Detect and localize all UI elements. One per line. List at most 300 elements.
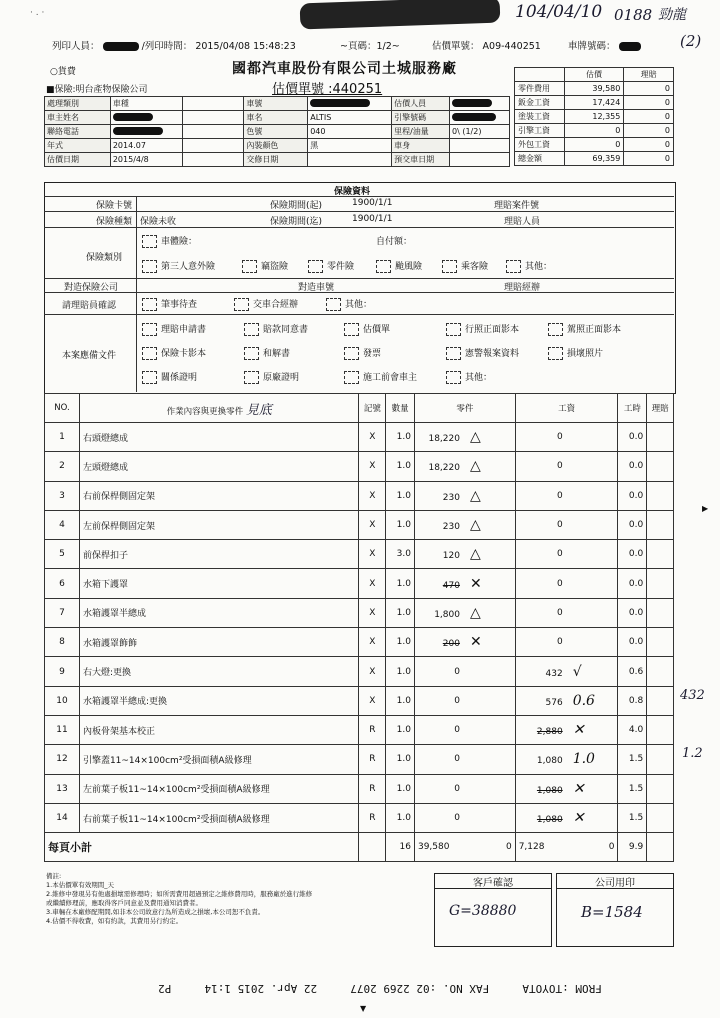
item-parts: [414, 803, 515, 832]
summary-estimate: 69,359: [564, 152, 624, 166]
checkbox[interactable]: [142, 323, 157, 336]
item-parts: [414, 686, 515, 715]
item-hours: 0.6: [618, 657, 647, 686]
opt-other2[interactable]: [326, 297, 372, 311]
summary-claim: 0: [624, 152, 674, 166]
opt-label: 其他：: [525, 262, 553, 272]
items-header-cell: NO.: [45, 394, 80, 423]
item-desc: 水箱護罩半總成:更換: [79, 686, 359, 715]
summary-label: 引擎工資: [515, 124, 565, 138]
item-parts-value: 0: [454, 813, 460, 823]
vehicle-cell: 估價日期: [45, 153, 111, 167]
opt-label: 損壞照片: [567, 349, 604, 359]
checkbox[interactable]: [344, 347, 359, 360]
item-claim: [647, 745, 674, 774]
vehicle-cell: 預交車日期: [392, 153, 450, 167]
checkbox[interactable]: [308, 260, 323, 273]
checkbox[interactable]: [142, 298, 157, 311]
item-hours: 0.0: [618, 452, 647, 481]
subtotal-labor: 7,128: [518, 842, 545, 853]
vehicle-cell: [182, 125, 244, 139]
item-no: 7: [45, 598, 80, 627]
item-parts: [414, 745, 515, 774]
opt-other[interactable]: [506, 259, 552, 273]
item-no: 3: [45, 481, 80, 510]
vehicle-cell: ALTIS: [308, 111, 392, 125]
redacted-field: [113, 127, 163, 135]
vehicle-cell: [182, 153, 244, 167]
redacted-field: [113, 113, 153, 121]
opt-label: 保險卡影本: [161, 349, 207, 359]
item-no: 5: [45, 540, 80, 569]
summary-label: 外包工資: [515, 138, 565, 152]
vehicle-cell: 車號: [244, 97, 308, 111]
summary-row: [515, 138, 674, 152]
summary-estimate: 17,424: [564, 96, 624, 110]
handwritten-date: 104/04/10: [515, 2, 603, 22]
confirm-label: 請理賠員確認: [62, 301, 117, 311]
redacted-plate: [619, 42, 641, 51]
item-parts: [414, 569, 515, 598]
item-claim: [647, 452, 674, 481]
print-time: 2015/04/08 15:48:23: [195, 41, 296, 52]
item-desc: 左前葉子板11~14×100cm²受損面積A級修理: [79, 774, 359, 803]
item-handwritten-mark: 0.6: [572, 692, 595, 709]
opt-label: 行照正面影本: [465, 325, 520, 335]
item-parts: [414, 774, 515, 803]
summary-claim: 0: [624, 138, 674, 152]
opt-signed2[interactable]: [234, 297, 298, 311]
item-desc: 左頭燈總成: [79, 452, 359, 481]
item-qty: 1.0: [386, 628, 415, 657]
vehicle-cell: 引擎號碼: [392, 111, 450, 125]
opt-passenger[interactable]: [442, 259, 488, 273]
vehicle-cell: 2014.07: [110, 139, 182, 153]
item-desc: 引擎蓋11~14×100cm²受損面積A級修理: [79, 745, 359, 774]
vehicle-cell: [182, 97, 244, 111]
print-header: [52, 38, 296, 52]
doc-9[interactable]: [446, 346, 519, 360]
item-hours: 0.0: [618, 481, 647, 510]
item-no: 1: [45, 423, 80, 452]
insurance-vdivider: [136, 196, 137, 392]
checkbox[interactable]: [446, 347, 461, 360]
item-row: [45, 774, 674, 803]
subtotal-parts2: 0: [505, 842, 512, 853]
checkbox[interactable]: [142, 260, 157, 273]
item-no: 12: [45, 745, 80, 774]
item-row: [45, 569, 674, 598]
item-labor: [515, 686, 618, 715]
doc-2[interactable]: [244, 322, 308, 336]
item-labor: [515, 481, 618, 510]
customer-confirm-box[interactable]: [434, 873, 552, 947]
claim-handle-label: 理賠經辦: [504, 283, 541, 293]
doc-10[interactable]: [548, 346, 603, 360]
checkbox[interactable]: [344, 323, 359, 336]
item-handwritten-mark: △: [469, 429, 481, 446]
item-parts-value: 18,220: [428, 434, 460, 445]
item-labor-value: 0: [556, 520, 563, 531]
doc-7[interactable]: [244, 346, 290, 360]
opt-label: 竊盜險: [261, 262, 289, 272]
item-handwritten-mark: △: [469, 487, 481, 504]
doc-5[interactable]: [548, 322, 621, 336]
item-labor: [515, 715, 618, 744]
opt-typhoon[interactable]: [376, 259, 422, 273]
docs-label: 本案應備文件: [62, 351, 117, 361]
item-parts: [414, 598, 515, 627]
item-handwritten-mark: △: [469, 546, 481, 563]
item-parts-value: 470: [442, 580, 460, 591]
item-mark: R: [359, 774, 386, 803]
opt-label: 施工前會車主: [363, 373, 418, 383]
vehicle-cell: [450, 97, 510, 111]
doc-1[interactable]: [142, 322, 206, 336]
vehicle-cell: 車種: [110, 97, 182, 111]
company-title: 國都汽車股份有限公司土城服務廠: [232, 61, 457, 77]
item-desc: 右前保桿側固定架: [79, 481, 359, 510]
summary-label: 零件費用: [515, 82, 565, 96]
item-parts-value: 230: [442, 492, 460, 503]
notes-line: 4.估價不得收費，如有約款，其費用另行約定。: [46, 917, 183, 925]
items-body: [45, 423, 674, 833]
vehicle-row: [45, 97, 510, 111]
item-claim: [647, 481, 674, 510]
item-labor: [515, 598, 618, 627]
period-start-label: 保險期間(起): [270, 201, 323, 211]
item-hours: 0.0: [618, 569, 647, 598]
type-value: 保險未收: [140, 217, 177, 227]
item-claim: [647, 657, 674, 686]
company-seal-box[interactable]: [556, 873, 674, 947]
notes-line: 1.本估價單有效期間_天: [46, 881, 114, 889]
opt-theft[interactable]: [242, 259, 288, 273]
checkbox[interactable]: [446, 371, 461, 384]
vehicle-cell: 處理類別: [45, 97, 111, 111]
item-hours: 0.0: [618, 510, 647, 539]
item-claim: [647, 510, 674, 539]
checkbox[interactable]: [142, 235, 157, 248]
item-qty: 1.0: [386, 452, 415, 481]
subtotal-hours: 9.9: [618, 833, 647, 862]
vehicle-cell: 2015/4/8: [110, 153, 182, 167]
item-desc: 右頭燈總成: [79, 423, 359, 452]
item-hours: 0.0: [618, 628, 647, 657]
checkbox[interactable]: [326, 298, 341, 311]
item-mark: X: [359, 481, 386, 510]
item-no: 14: [45, 803, 80, 832]
item-row: [45, 657, 674, 686]
opt-third-party[interactable]: [142, 259, 215, 273]
item-desc: 左前保桿側固定架: [79, 510, 359, 539]
item-handwritten-mark: 1.0: [572, 751, 595, 768]
summary-row: [515, 96, 674, 110]
opt-label: 其他：: [345, 300, 373, 310]
opt-parts[interactable]: [308, 259, 354, 273]
customer-confirm-label: 客戶確認: [435, 874, 551, 889]
item-no: 6: [45, 569, 80, 598]
claim-no-label: 理賠案件號: [494, 201, 540, 211]
item-mark: X: [359, 628, 386, 657]
item-claim: [647, 686, 674, 715]
item-no: 2: [45, 452, 80, 481]
vehicle-cell: 車名: [244, 111, 308, 125]
item-labor-value: 0: [556, 578, 563, 589]
item-hours: 0.0: [618, 423, 647, 452]
item-qty: 1.0: [386, 803, 415, 832]
item-parts-value: 0: [454, 725, 460, 736]
checkbox[interactable]: [142, 371, 157, 384]
handwritten-header-note: 見底: [245, 402, 272, 418]
plate-label: 車牌號碼：: [568, 41, 616, 52]
item-hours: 1.5: [618, 774, 647, 803]
company-handwriting: B=1584: [581, 903, 643, 921]
item-labor: [515, 803, 618, 832]
redacted-user: [103, 42, 139, 51]
item-qty: 1.0: [386, 715, 415, 744]
item-labor-value: 2,880: [536, 727, 563, 738]
subtotal-empty: [647, 833, 674, 862]
doc-3[interactable]: [344, 322, 390, 336]
item-parts-value: 1,800: [434, 609, 460, 620]
checkbox[interactable]: [244, 347, 259, 360]
item-row: [45, 745, 674, 774]
subtotal-labor-cell: [515, 833, 618, 862]
opt-label: 原廠證明: [263, 373, 300, 383]
opt-label: 駕照正面影本: [567, 325, 622, 335]
item-mark: X: [359, 686, 386, 715]
margin-note-1: 432: [680, 688, 705, 703]
item-mark: X: [359, 423, 386, 452]
estimate-no-value: A09-440251: [482, 41, 541, 52]
doc-8[interactable]: [344, 346, 381, 360]
doc-6[interactable]: [142, 346, 206, 360]
checkbox[interactable]: [234, 298, 249, 311]
owner-copy: ○貨費: [50, 67, 76, 77]
insurance-divider: [44, 227, 674, 228]
item-desc: 水箱下護罩: [79, 569, 359, 598]
summary-estimate: 39,580: [564, 82, 624, 96]
item-parts: [414, 481, 515, 510]
item-mark: X: [359, 657, 386, 686]
item-parts-value: 120: [442, 551, 460, 562]
summary-estimate: 0: [564, 124, 624, 138]
item-no: 8: [45, 628, 80, 657]
checkbox[interactable]: [244, 371, 259, 384]
items-header-cell: 工時: [618, 394, 647, 423]
item-labor: [515, 774, 618, 803]
item-row: [45, 715, 674, 744]
estimate-title: 估價單號 :440251: [272, 82, 383, 97]
insurance-divider: [44, 196, 674, 197]
item-labor-value: 432: [545, 668, 563, 679]
header-redaction-scribble: [300, 0, 501, 29]
item-parts-value: 200: [442, 639, 460, 650]
fax-arrow-icon: ▼: [360, 1004, 367, 1013]
checkbox[interactable]: [142, 347, 157, 360]
print-time-label: /列印時間：: [141, 41, 193, 52]
doc-14[interactable]: [446, 370, 492, 384]
opp-plate-label: 對造車號: [298, 283, 335, 293]
checkbox[interactable]: [344, 371, 359, 384]
item-qty: 1.0: [386, 774, 415, 803]
vehicle-cell: [110, 125, 182, 139]
vehicle-cell: 0\ (1/2): [450, 125, 510, 139]
item-hours: 4.0: [618, 715, 647, 744]
item-row: [45, 481, 674, 510]
checkbox[interactable]: [548, 347, 563, 360]
item-parts: [414, 423, 515, 452]
vehicle-cell: 交修日期: [244, 153, 308, 167]
vehicle-info-table: [44, 96, 510, 167]
page-indicator: ~頁碼：1/2~: [340, 41, 400, 52]
type-label: 保險種類: [96, 217, 133, 227]
notes-line: 或繼續修理前，應取得客戶同意並及費用通知消費者。: [46, 899, 202, 907]
checkbox[interactable]: [242, 260, 257, 273]
item-hours: 0.0: [618, 598, 647, 627]
vehicle-cell: 車身: [392, 139, 450, 153]
item-desc: 內板骨架基本校正: [79, 715, 359, 744]
opt-vehicle[interactable]: [142, 234, 197, 248]
checkbox[interactable]: [446, 323, 461, 336]
item-labor-value: 576: [545, 697, 563, 708]
vehicle-cell: [450, 139, 510, 153]
summary-claim: 0: [624, 96, 674, 110]
items-table: [44, 393, 674, 862]
vehicle-cell: [308, 153, 392, 167]
summary-header-row: [515, 68, 674, 82]
checkbox[interactable]: [244, 323, 259, 336]
doc-12[interactable]: [244, 370, 299, 384]
adjuster-label: 理賠人員: [504, 217, 541, 227]
item-no: 10: [45, 686, 80, 715]
item-labor-value: 0: [556, 490, 563, 501]
item-parts: [414, 452, 515, 481]
item-handwritten-mark: △: [469, 517, 481, 534]
handwritten-signature: 勁龍: [658, 7, 686, 23]
item-no: 11: [45, 715, 80, 744]
item-labor: [515, 540, 618, 569]
item-desc: 右大燈:更換: [79, 657, 359, 686]
checkbox[interactable]: [506, 260, 521, 273]
doc-11[interactable]: [142, 370, 197, 384]
item-row: [45, 803, 674, 832]
vehicle-cell: [182, 111, 244, 125]
item-handwritten-mark: ✕: [469, 634, 482, 651]
item-handwritten-mark: ✕: [572, 722, 585, 739]
period-start: 1900/1/1: [352, 198, 393, 208]
checkbox[interactable]: [442, 260, 457, 273]
item-labor-value: 1,080: [536, 756, 563, 767]
redacted-field: [310, 99, 370, 107]
item-no: 9: [45, 657, 80, 686]
item-parts-value: 18,220: [428, 463, 460, 474]
item-parts: [414, 628, 515, 657]
item-row: [45, 686, 674, 715]
insurance-section-title: 保險資料: [334, 187, 371, 197]
item-claim: [647, 803, 674, 832]
item-no: 4: [45, 510, 80, 539]
opt-label: 其他：: [465, 373, 493, 383]
items-header-cell: 記號: [359, 394, 386, 423]
summary-estimate: 12,355: [564, 110, 624, 124]
estimate-no-header: [432, 38, 541, 52]
vehicle-cell: [450, 111, 510, 125]
items-header-cell: [79, 394, 359, 423]
plate-header: [568, 38, 641, 52]
vehicle-cell: 聯絡電話: [45, 125, 111, 139]
items-header-row: [45, 394, 674, 423]
item-parts: [414, 715, 515, 744]
item-hours: 0.8: [618, 686, 647, 715]
card-no-label: 保險卡號: [96, 201, 133, 211]
item-parts-value: 0: [454, 666, 460, 677]
insurance-divider: [44, 278, 674, 279]
opt-label: 颱風險: [395, 262, 423, 272]
margin-arrow-icon: ▶: [702, 504, 709, 513]
vehicle-row: [45, 125, 510, 139]
item-desc: 水箱護罩飾飾: [79, 628, 359, 657]
doc-4[interactable]: [446, 322, 519, 336]
summary-header-cell: 估價: [564, 68, 624, 82]
item-parts-value: 0: [454, 695, 460, 706]
subtotal-parts-cell: [414, 833, 515, 862]
item-handwritten-mark: √: [572, 663, 582, 680]
item-qty: 1.0: [386, 569, 415, 598]
opt-label: 估價單: [363, 325, 391, 335]
vehicle-cell: [308, 97, 392, 111]
vehicle-cell: [450, 153, 510, 167]
item-mark: R: [359, 745, 386, 774]
item-labor: [515, 423, 618, 452]
item-labor: [515, 510, 618, 539]
item-claim: [647, 598, 674, 627]
customer-handwriting: G=38880: [449, 903, 517, 919]
vehicle-cell: 040: [308, 125, 392, 139]
vehicle-cell: 估價人員: [392, 97, 450, 111]
subtotal-parts: 39,580: [417, 842, 450, 853]
redacted-field: [452, 99, 492, 107]
opt-signed[interactable]: [142, 297, 197, 311]
item-claim: [647, 423, 674, 452]
item-labor-value: 0: [556, 461, 563, 472]
opp-company-label: 對造保險公司: [64, 283, 119, 293]
item-qty: 1.0: [386, 745, 415, 774]
item-row: [45, 510, 674, 539]
summary-label: 鈑金工資: [515, 96, 565, 110]
checkbox[interactable]: [376, 260, 391, 273]
vehicle-cell: 內裝顏色: [244, 139, 308, 153]
opt-deductible: 自付額：: [376, 237, 413, 247]
item-claim: [647, 540, 674, 569]
item-labor-value: 0: [556, 607, 563, 618]
item-labor: [515, 452, 618, 481]
doc-13[interactable]: [344, 370, 417, 384]
items-header-cell: 工資: [515, 394, 618, 423]
item-labor: [515, 745, 618, 774]
item-claim: [647, 569, 674, 598]
handwritten-page: (2): [680, 32, 702, 50]
handwritten-code: 0188: [614, 6, 653, 24]
summary-label: 總金額: [515, 152, 565, 166]
checkbox[interactable]: [548, 323, 563, 336]
cost-summary-table: [514, 67, 674, 166]
item-qty: 1.0: [386, 657, 415, 686]
item-mark: X: [359, 540, 386, 569]
insurance-divider: [44, 292, 674, 293]
subtotal-labor2: 0: [608, 842, 615, 853]
